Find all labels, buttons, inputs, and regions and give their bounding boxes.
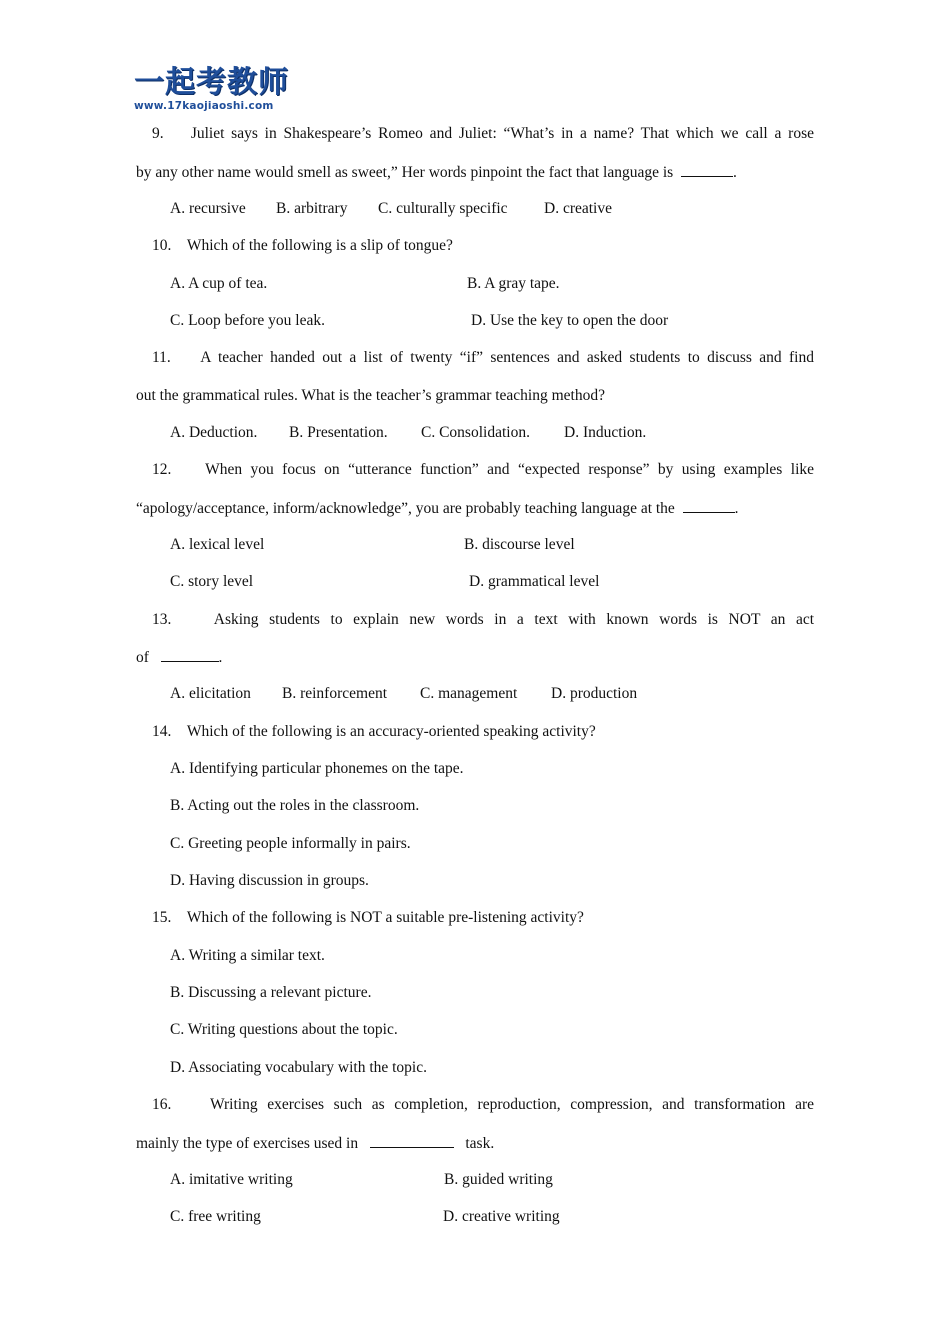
option-11c: C. Consolidation.	[421, 424, 530, 441]
option-9a: A. recursive	[170, 200, 246, 217]
question-15: 15. Which of the following is NOT a suitable pre-listening activity?	[152, 909, 584, 926]
option-12d: D. grammatical level	[469, 573, 600, 590]
option-9c: C. culturally specific	[378, 200, 508, 217]
option-12a: A. lexical level	[170, 536, 265, 553]
option-10a: A. A cup of tea.	[170, 275, 268, 292]
option-13c: C. management	[420, 685, 518, 702]
option-12c: C. story level	[170, 573, 254, 590]
answer-blank	[683, 498, 735, 513]
answer-blank	[161, 647, 219, 662]
answer-blank	[370, 1133, 454, 1148]
option-16c: C. free writing	[170, 1208, 261, 1225]
question-11-line2: out the grammatical rules. What is the teacher’s grammar teaching method?	[136, 387, 605, 404]
option-14a: A. Identifying particular phonemes on the tape.	[170, 760, 464, 777]
logo-text: 一起考教师	[134, 65, 289, 100]
option-15c: C. Writing questions about the topic.	[170, 1021, 398, 1038]
option-11b: B. Presentation.	[289, 424, 388, 441]
question-13-line2: of .	[136, 649, 223, 666]
option-14b: B. Acting out the roles in the classroom.	[170, 797, 420, 814]
question-16-line1: 16. Writing exercises such as completion, reproduction, compression, and transformation are	[152, 1096, 815, 1113]
question-12-line1: 12. When you focus on “utterance function” and “expected response” by using examples like	[152, 461, 815, 478]
option-14d: D. Having discussion in groups.	[170, 872, 369, 889]
option-11a: A. Deduction.	[170, 424, 258, 441]
question-10: 10. Which of the following is a slip of tongue?	[152, 237, 453, 254]
option-14c: C. Greeting people informally in pairs.	[170, 835, 411, 852]
site-logo	[134, 66, 299, 116]
option-9d: D. creative	[544, 200, 612, 217]
question-16-line2: mainly the type of exercises used in task.	[136, 1135, 495, 1152]
question-12-line2: “apology/acceptance, inform/acknowledge”, you are probably teaching language at the .	[136, 500, 739, 517]
question-9-line2: by any other name would smell as sweet,” Her words pinpoint the fact that language is .	[136, 164, 737, 181]
option-10b: B. A gray tape.	[467, 275, 560, 292]
question-14: 14. Which of the following is an accuracy-oriented speaking activity?	[152, 723, 596, 740]
option-15d: D. Associating vocabulary with the topic.	[170, 1059, 427, 1076]
option-12b: B. discourse level	[464, 536, 575, 553]
option-15a: A. Writing a similar text.	[170, 947, 325, 964]
option-11d: D. Induction.	[564, 424, 647, 441]
option-16d: D. creative writing	[443, 1208, 560, 1225]
option-16b: B. guided writing	[444, 1171, 553, 1188]
question-13-line1: 13. Asking students to explain new words in a text with known words is NOT an act	[152, 611, 815, 628]
question-11-line1: 11. A teacher handed out a list of twenty “if” sentences and asked students to discuss and find	[152, 349, 814, 366]
option-9b: B. arbitrary	[276, 200, 348, 217]
answer-blank	[681, 162, 733, 177]
option-15b: B. Discussing a relevant picture.	[170, 984, 372, 1001]
option-10c: C. Loop before you leak.	[170, 312, 325, 329]
logo-url: www.17kaojiaoshi.com	[134, 100, 274, 112]
option-13d: D. production	[551, 685, 638, 702]
option-16a: A. imitative writing	[170, 1171, 293, 1188]
option-13b: B. reinforcement	[282, 685, 388, 702]
option-13a: A. elicitation	[170, 685, 251, 702]
question-9-line1: 9. Juliet says in Shakespeare’s Romeo and Juliet: “What’s in a name? That which we call a rose	[152, 125, 815, 142]
option-10d: D. Use the key to open the door	[471, 312, 669, 329]
